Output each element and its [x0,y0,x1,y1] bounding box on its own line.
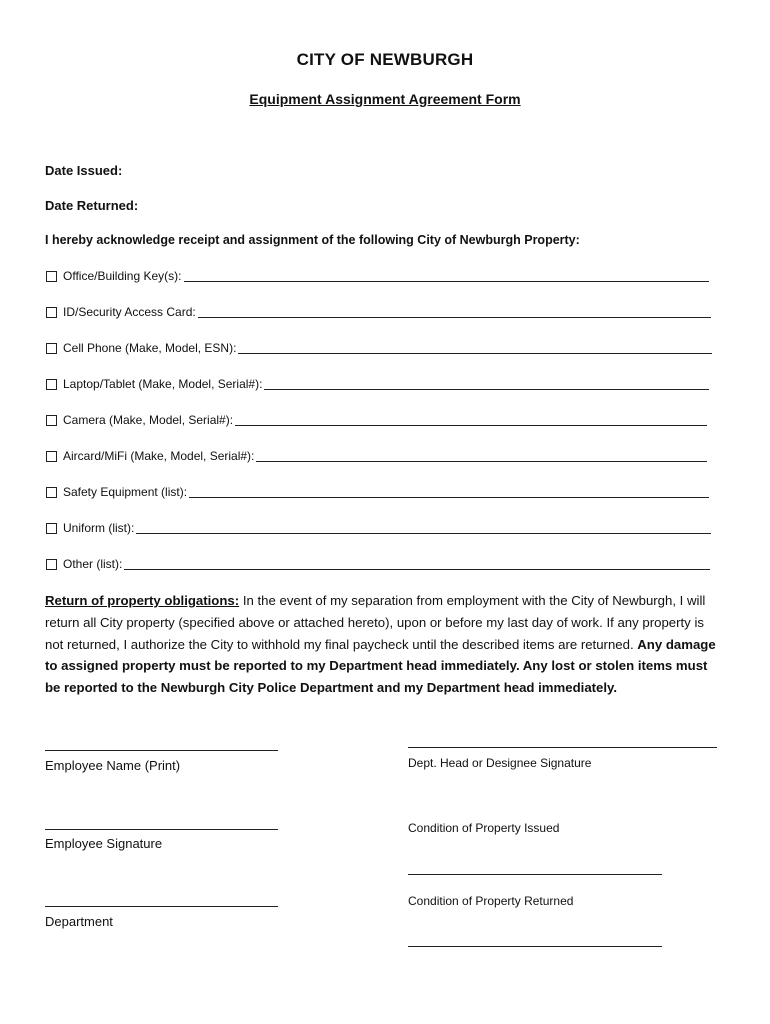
item-fill-line[interactable] [136,533,711,534]
dept-head-signature-line[interactable] [408,747,717,748]
item-label: Office/Building Key(s): [63,269,182,283]
condition-issued-label: Condition of Property Issued [408,821,560,835]
return-obligations-bold-text: Any damage to assigned property must be reported to my Department head immediately. Any lost or stolen items must be reported to the Newburgh City Police Department and my Department head immediately. [45,636,716,696]
checkbox-office-key[interactable] [46,271,57,282]
item-fill-line[interactable] [184,281,710,282]
item-label: Cell Phone (Make, Model, ESN): [63,341,237,355]
item-label: Other (list): [63,557,123,571]
condition-returned-label: Condition of Property Returned [408,894,574,908]
item-label: Safety Equipment (list): [63,485,188,499]
condition-issued-line[interactable] [408,874,662,875]
checkbox-other[interactable] [46,559,57,570]
form-subtitle [0,91,770,107]
item-fill-line[interactable] [256,461,707,462]
checkbox-aircard[interactable] [46,451,57,462]
return-obligations-body: In the event of my separation from employment with the City of Newburgh, I will return all City property (specified above or attached hereto), upon or before my last day of work. If any property is not returned, I authorize the City to withhold my final paycheck until the described items are returned. [45,593,706,652]
checkbox-laptop[interactable] [46,379,57,390]
acknowledgement-text: I hereby acknowledge receipt and assignment of the following City of Newburgh Property: [45,233,580,247]
employee-name-line[interactable] [45,750,278,751]
department-line[interactable] [45,906,278,907]
checklist-item-access-card [46,302,711,320]
item-label: Camera (Make, Model, Serial#): [63,413,234,427]
item-label: Uniform (list): [63,521,135,535]
item-fill-line[interactable] [124,569,710,570]
checklist-item-cell-phone [46,338,712,356]
date-issued-label: Date Issued: [45,163,123,178]
form-subtitle-text: Equipment Assignment Agreement Form [249,91,521,107]
item-label: Aircard/MiFi (Make, Model, Serial#): [63,449,255,463]
date-returned-label: Date Returned: [45,198,139,213]
checklist-item-aircard [46,446,707,464]
checkbox-safety-equipment[interactable] [46,487,57,498]
condition-returned-line[interactable] [408,946,662,947]
return-obligations-paragraph [45,590,725,699]
dept-head-signature-label: Dept. Head or Designee Signature [408,756,592,770]
employee-signature-label: Employee Signature [45,836,163,851]
item-fill-line[interactable] [198,317,711,318]
item-label: Laptop/Tablet (Make, Model, Serial#): [63,377,263,391]
checkbox-cell-phone[interactable] [46,343,57,354]
checkbox-access-card[interactable] [46,307,57,318]
item-fill-line[interactable] [235,425,707,426]
checklist-item-uniform [46,518,711,536]
checkbox-camera[interactable] [46,415,57,426]
item-fill-line[interactable] [189,497,709,498]
department-label: Department [45,914,113,929]
form-title: CITY OF NEWBURGH [296,50,474,69]
return-obligations-heading: Return of property obligations: [45,593,240,608]
employee-signature-line[interactable] [45,829,278,830]
checklist-item-office-key [46,266,709,284]
checkbox-uniform[interactable] [46,523,57,534]
item-label: ID/Security Access Card: [63,305,196,319]
checklist-item-other [46,554,710,572]
checklist-item-safety-equipment [46,482,709,500]
checklist-item-laptop [46,374,709,392]
item-fill-line[interactable] [264,389,709,390]
checklist-item-camera [46,410,707,428]
employee-name-label: Employee Name (Print) [45,758,181,773]
item-fill-line[interactable] [238,353,712,354]
